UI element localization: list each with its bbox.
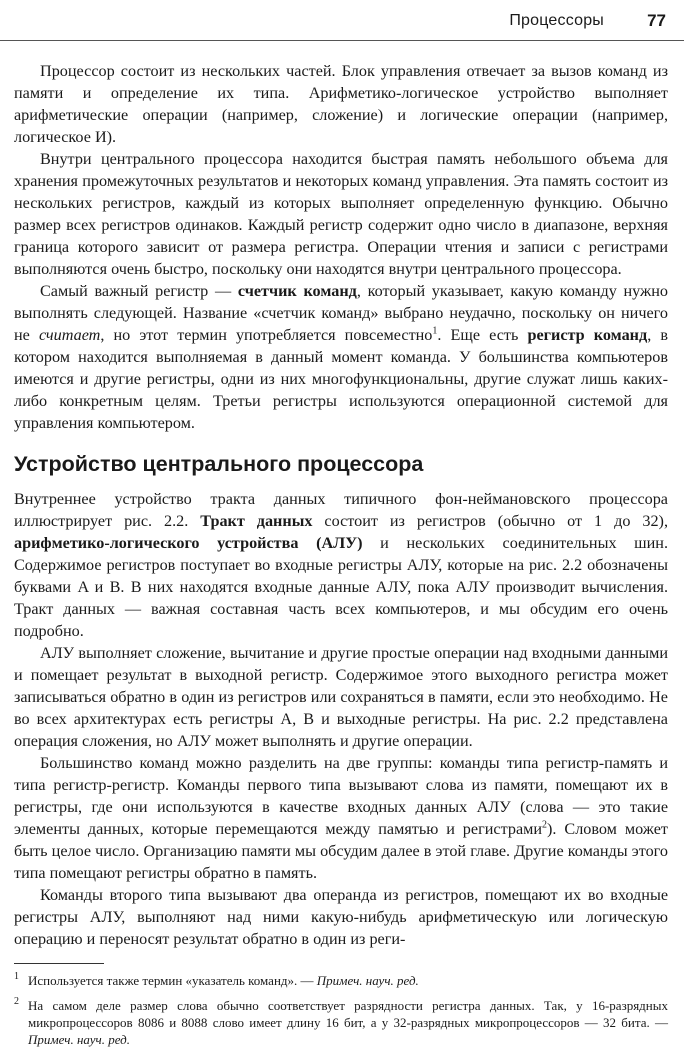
paragraph-processor-parts: Процессор состоит из нескольких частей. Блок управления отвечает за вызов команд из памяти и определение их типа. Арифметико-логическое устройство выполняет арифметические операции (например, сложение) и логические операции (например, логическое И). [14, 62, 668, 146]
page-number: 77 [647, 11, 666, 30]
footnote-1: 1 Используется также термин «указатель команд». — Примеч. науч. ред. [14, 972, 668, 989]
term-datapath: Тракт данных [200, 512, 313, 530]
term-alu: арифметико-логического устройства (АЛУ) [14, 534, 363, 552]
footnote-mark: 1 [14, 971, 19, 982]
paragraph-registers: Внутри центрального процессора находится быстрая память небольшого объема для хранения промежуточных результатов и некоторых команд управления. Эта память состоит из нескольких регистров, каждый из которых выполняет определенную функцию. Обычно размер всех регистров одинаков. Каждый регистр содержит одно число в диапазоне, верхняя граница которого зависит от размера регистра. Операции чтения и записи с регистрами выполняются очень быстро, поскольку они находятся внутри центрального процессора. [14, 150, 668, 278]
editor-note: Примеч. науч. ред. [28, 1032, 131, 1047]
footnote-divider [14, 963, 104, 964]
footnote-ref-1: 1 [432, 325, 438, 337]
footnote-mark: 2 [14, 996, 19, 1007]
paragraph-instruction-groups: Большинство команд можно разделить на две группы: команды типа регистр-память и типа регистр-регистр. Команды первого типа вызывают слова из памяти, помещают их в регистры, где они используются в качестве входных данных АЛУ (слова — это такие элементы данных, которые перемещаются между памятью и регистрами$^2$). Словом может быть целое число. Организацию памяти мы обсудим далее в этой главе. Другие команды этого типа помещают регистры обратно в память. [14, 754, 669, 882]
footnotes [14, 972, 668, 1056]
body-text [14, 60, 668, 950]
footnote-2: 2 На самом деле размер слова обычно соответствует разрядности регистра данных. Так, у 16-разрядных микропроцессоров 8086 и 8088 слово имеет длину 16 бит, а у 32-разрядных микропроцессоров — 32 бита. — Примеч. науч. ред. [14, 997, 668, 1048]
running-header [0, 6, 684, 36]
paragraph-datapath: Внутреннее устройство тракта данных типичного фон-неймановского процессора иллюстрирует рис. 2.2. Тракт данных состоит из регистров (обычно от 1 до 32), арифметико-логического устройства (АЛУ) и нескольких соединительных шин. Содержимое регистров поступает во входные регистры АЛУ, которые на рис. 2.2 обозначены буквами A и B. В них находятся входные данные АЛУ, пока АЛУ производит вычисления. Тракт данных — важная составная часть всех компьютеров, и мы обсудим его очень подробно. [14, 490, 668, 640]
chapter-title: Процессоры [509, 12, 604, 29]
paragraph-program-counter: Самый важный регистр — счетчик команд, который указывает, какую команду нужно выполнять следующей. Название «счетчик команд» выбрано неудачно, поскольку он ничего не считает, но этот термин употребляется повсеместно$^1$. Еще есть регистр команд, в котором находится выполняемая в данный момент команда. У большинства компьютеров имеются и другие регистры, одни из них многофункциональны, другие служат лишь каких-либо конкретным целям. Третьи регистры используются операционной системой для управления компьютером. [14, 282, 668, 432]
paragraph-register-register: Команды второго типа вызывают два операнда из регистров, помещают их во входные регистры АЛУ, выполняют над ними какую-нибудь арифметическую или логическую операцию и переносят результат обратно в один из реги- [14, 886, 668, 948]
emphasis-counts: считает [38, 326, 101, 344]
paragraph-alu-operations: АЛУ выполняет сложение, вычитание и другие простые операции над входными данными и помещает результат в выходной регистр. Содержимое этого выходного регистра может записываться обратно в один из регистров или сохраняться в памяти, если это необходимо. Не во всех архитектурах есть регистры A, B и выходные регистры. На рис. 2.2 представлена операция сложения, но АЛУ может выполнять и другие операции. [14, 644, 668, 750]
section-heading: Устройство центрального процессора [14, 452, 424, 476]
term-program-counter: счетчик команд [237, 282, 357, 300]
footnote-ref-2: 2 [542, 819, 548, 831]
term-instruction-register: регистр команд [527, 326, 648, 344]
editor-note: Примеч. науч. ред. [316, 973, 419, 988]
header-divider [0, 40, 684, 41]
